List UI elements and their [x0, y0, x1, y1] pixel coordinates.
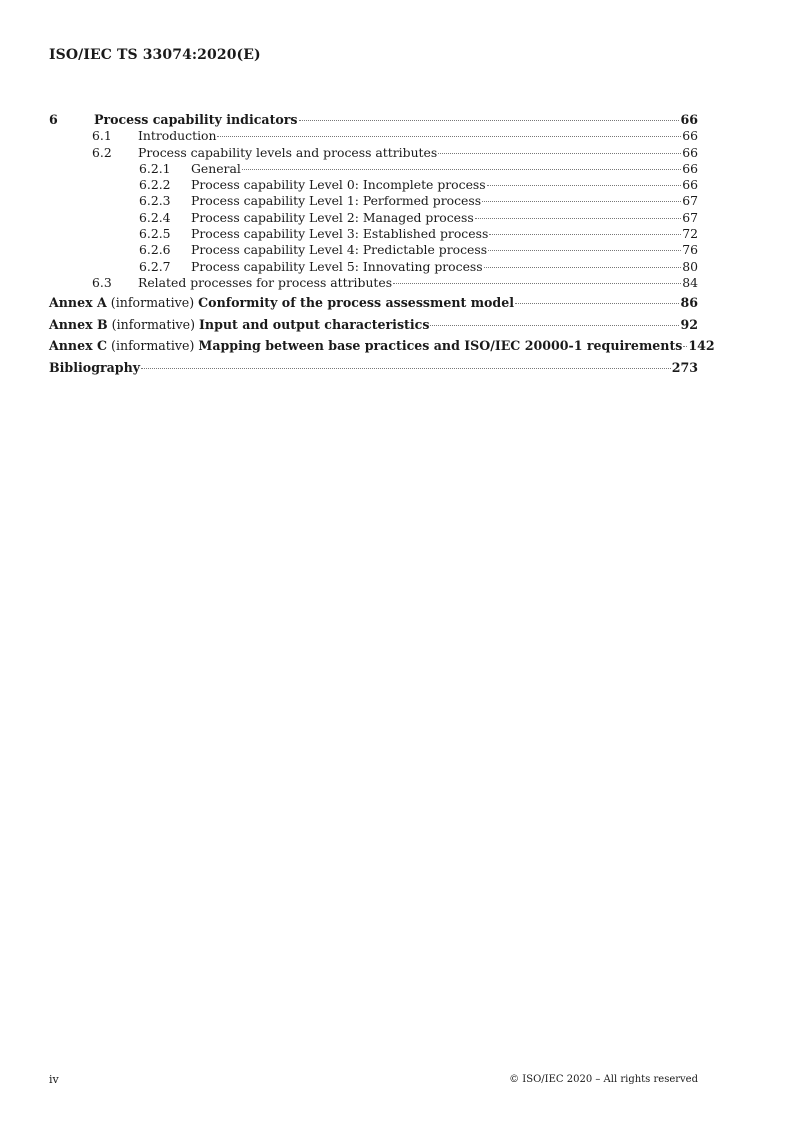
toc-entry-6-2-7[interactable] [49, 259, 698, 275]
dot-leader [482, 201, 681, 202]
toc-entry-clause-6[interactable] [49, 112, 698, 128]
toc-entry-page: 66 [682, 144, 698, 160]
toc-entry-title: Process capability Level 5: Innovating process [191, 258, 483, 274]
dot-leader [242, 169, 681, 170]
dot-leader [484, 267, 682, 268]
toc-entry-number: 6.2.3 [139, 193, 171, 209]
toc-entry-number: 6.2.2 [139, 177, 171, 193]
toc-entry-6-2-5[interactable] [49, 226, 698, 242]
dot-leader [475, 218, 682, 219]
toc-entry-annex-c[interactable] [49, 337, 715, 356]
dot-leader [430, 325, 679, 326]
toc-entry-number: 6.2.1 [139, 160, 171, 176]
dot-leader [515, 303, 679, 304]
toc-entry-number: 6.3 [92, 274, 112, 290]
toc-entry-title: Process capability Level 3: Established process [191, 226, 489, 242]
toc-entry-number: 6.2.4 [139, 209, 171, 225]
toc-entry-page: 76 [682, 242, 698, 258]
dot-leader [141, 368, 671, 369]
toc-entry-number: 6.2 [92, 144, 112, 160]
annex-label: Annex B [49, 316, 108, 332]
toc-entry-title: Conformity of the process assessment model [198, 295, 515, 311]
toc-entry-page: 66 [682, 177, 698, 193]
page-number: iv [49, 1073, 59, 1086]
dot-leader [683, 346, 687, 347]
annex-label: Annex C [49, 338, 108, 354]
annex-label: Annex A [49, 295, 107, 311]
dot-leader [488, 250, 681, 251]
dot-leader [393, 283, 681, 284]
toc-entry-title: Bibliography [49, 359, 141, 375]
annex-informative: (informative) [110, 295, 195, 311]
toc-entry-annex-b[interactable] [49, 316, 698, 335]
toc-entry-title: General [191, 160, 241, 176]
toc-entry-title: Introduction [138, 128, 217, 144]
dot-leader [487, 185, 682, 186]
toc-entry-page: 86 [680, 295, 698, 311]
toc-entry-title: Related processes for process attributes [138, 274, 393, 290]
toc-entry-page: 66 [680, 112, 698, 127]
toc-entry-title: Process capability Level 2: Managed process [191, 209, 474, 225]
toc-entry-title: Process capability levels and process attributes [138, 144, 438, 160]
toc-entry-6-2-2[interactable] [49, 177, 698, 193]
toc-entry-6-2-4[interactable] [49, 210, 698, 226]
dot-leader [217, 136, 681, 137]
toc-entry-number: 6.2.6 [139, 242, 171, 258]
toc-entry-title: Mapping between base practices and ISO/IEC 20000-1 requirements [198, 338, 683, 354]
table-of-contents [49, 112, 715, 377]
toc-entry-page: 66 [682, 160, 698, 176]
dot-leader [438, 153, 681, 154]
toc-entry-page: 72 [682, 226, 698, 242]
toc-entry-page: 142 [688, 338, 715, 354]
toc-entry-title: Input and output characteristics [199, 316, 430, 332]
toc-entry-6-3[interactable] [49, 275, 698, 291]
toc-entry-6-2-3[interactable] [49, 193, 698, 209]
toc-entry-page: 80 [682, 258, 698, 274]
copyright-notice: © ISO/IEC 2020 – All rights reserved [509, 1074, 698, 1085]
toc-entry-number: 6 [49, 112, 58, 127]
toc-entry-page: 273 [671, 359, 698, 375]
toc-entry-number: 6.2.5 [139, 226, 171, 242]
document-header: ISO/IEC TS 33074:2020(E) [49, 47, 261, 63]
toc-entry-page: 84 [682, 274, 698, 290]
toc-entry-6-2-1[interactable] [49, 161, 698, 177]
toc-entry-page: 92 [680, 316, 698, 332]
toc-entry-6-1[interactable] [49, 128, 698, 144]
toc-entry-title: Process capability Level 0: Incomplete process [191, 177, 486, 193]
annex-informative: (informative) [111, 316, 195, 332]
toc-entry-bibliography[interactable] [49, 359, 698, 378]
toc-entry-6-2[interactable] [49, 145, 698, 161]
toc-entry-page: 66 [682, 128, 698, 144]
toc-entry-title: Process capability Level 4: Predictable process [191, 242, 488, 258]
dot-leader [299, 120, 680, 121]
dot-leader [489, 234, 681, 235]
annex-informative: (informative) [111, 338, 195, 354]
toc-entry-page: 67 [682, 193, 698, 209]
toc-entry-title: Process capability Level 1: Performed process [191, 193, 482, 209]
toc-entry-annex-a[interactable] [49, 294, 698, 313]
toc-entry-number: 6.2.7 [139, 258, 171, 274]
toc-entry-title: Process capability indicators [94, 112, 298, 127]
toc-entry-6-2-6[interactable] [49, 242, 698, 258]
toc-entry-number: 6.1 [92, 128, 112, 144]
toc-entry-page: 67 [682, 209, 698, 225]
